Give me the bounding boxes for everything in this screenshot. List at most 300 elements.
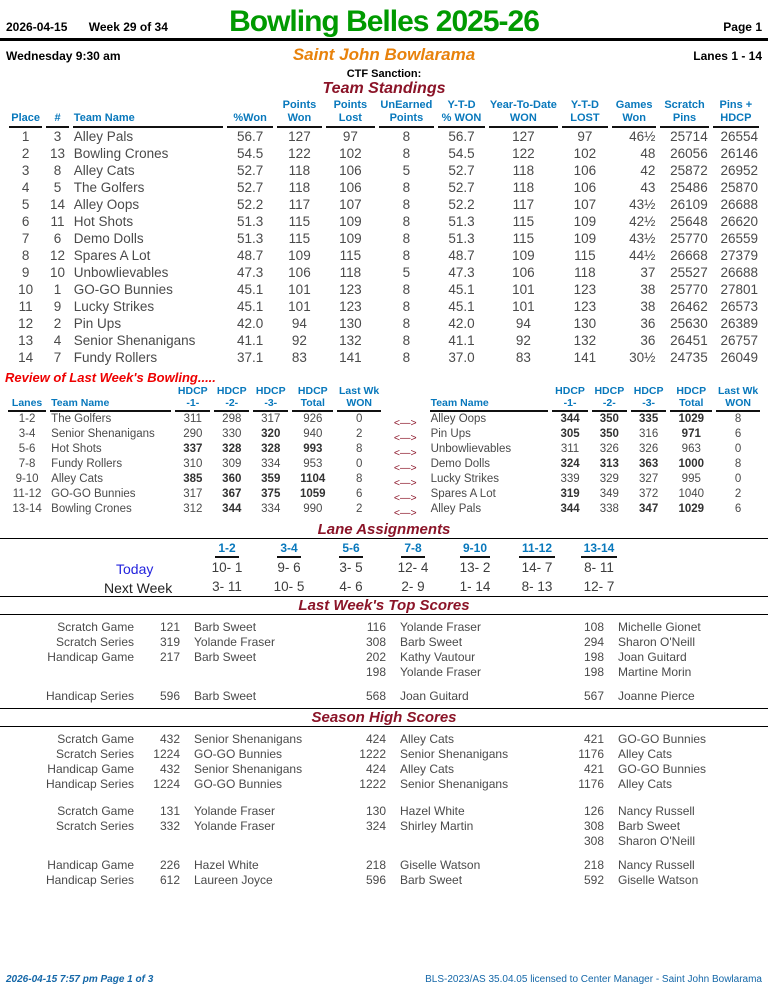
lane-pair-header bbox=[258, 541, 320, 558]
review-header-cell bbox=[631, 385, 666, 412]
lane-pair-header bbox=[444, 541, 506, 558]
lane-pair-header bbox=[382, 541, 444, 558]
standings-cell: 25770 bbox=[670, 281, 708, 297]
review-score-cell: 344 bbox=[560, 503, 580, 516]
standings-cell: 26559 bbox=[720, 230, 758, 246]
score-name: Yolande Fraser bbox=[194, 635, 275, 650]
lane-assignments-title: Lane Assignments bbox=[317, 520, 451, 538]
header-line-1: Last Wk bbox=[339, 384, 380, 397]
standings-cell: 52.7 bbox=[448, 179, 475, 195]
standings-cell: 26573 bbox=[720, 298, 758, 314]
header-line-1: Scratch bbox=[664, 99, 705, 112]
review-header-cell bbox=[430, 385, 549, 412]
standings-cell: 8 bbox=[402, 332, 411, 348]
standings-cell: Pin Ups bbox=[73, 315, 122, 331]
lanes-range: Lanes 1 - 14 bbox=[693, 49, 762, 63]
standings-cell: 115 bbox=[512, 213, 535, 229]
standings-row bbox=[9, 247, 759, 264]
score-name: Senior Shenanigans bbox=[400, 777, 509, 792]
score-name: Barb Sweet bbox=[194, 650, 257, 665]
standings-cell: Bowling Crones bbox=[73, 145, 169, 161]
standings-cell: 117 bbox=[512, 196, 535, 212]
lane-today-cell: 12- 4 bbox=[397, 559, 429, 575]
review-score-cell: 349 bbox=[599, 488, 619, 501]
standings-cell: 26451 bbox=[670, 332, 708, 348]
lane-today-cell: 10- 1 bbox=[211, 559, 243, 575]
review-team-cell: Alley Pals bbox=[430, 503, 482, 516]
score-category-label: Handicap Game bbox=[47, 762, 134, 777]
score-name: Joanne Pierce bbox=[618, 689, 695, 704]
review-score-cell: 993 bbox=[303, 443, 323, 456]
topscore-row bbox=[4, 665, 764, 680]
score-value: 421 bbox=[583, 762, 604, 777]
standings-cell: Demo Dolls bbox=[73, 230, 144, 246]
review-header-cell bbox=[50, 385, 171, 412]
score-name: Alley Cats bbox=[618, 747, 673, 762]
standings-cell: 115 bbox=[339, 247, 362, 263]
header-line-2: WON bbox=[725, 396, 751, 409]
pair-arrow: <—> bbox=[393, 506, 417, 519]
standings-cell: 14 bbox=[50, 196, 66, 212]
standings-cell: 115 bbox=[288, 230, 311, 246]
review-section bbox=[0, 385, 768, 521]
score-name: Sharon O'Neill bbox=[618, 635, 695, 650]
spacer bbox=[0, 796, 768, 804]
standings-cell: Lucky Strikes bbox=[73, 298, 155, 314]
standings-cell: 37.1 bbox=[236, 349, 264, 365]
standings-cell: 54.5 bbox=[448, 145, 475, 161]
standings-cell: 43 bbox=[640, 179, 656, 195]
standings-cell: 107 bbox=[573, 196, 597, 212]
standings-cell: 26462 bbox=[670, 298, 708, 314]
footer-right: BLS-2023/AS 35.04.05 licensed to Center Manager - Saint John Bowlarama bbox=[425, 974, 762, 985]
lane-pair-header bbox=[506, 541, 568, 558]
review-header-cell bbox=[214, 385, 249, 412]
lane-today-cell: 14- 7 bbox=[521, 559, 553, 575]
pair-arrow: <—> bbox=[393, 461, 417, 474]
review-score-cell: 339 bbox=[560, 473, 580, 486]
season-team-row bbox=[4, 777, 764, 792]
standings-cell: 109 bbox=[573, 213, 597, 229]
topscores-title: Last Week's Top Scores bbox=[298, 596, 470, 614]
standings-cell: 48 bbox=[640, 145, 656, 161]
score-name: Barb Sweet bbox=[194, 689, 257, 704]
review-lanes-cell: 1-2 bbox=[18, 413, 36, 426]
review-score-cell: 1059 bbox=[299, 488, 326, 501]
score-name: Michelle Gionet bbox=[618, 620, 701, 635]
standings-cell: 5 bbox=[21, 196, 30, 212]
standings-row bbox=[9, 145, 759, 162]
standings-header-cell bbox=[9, 99, 42, 127]
standings-cell: 4 bbox=[53, 332, 62, 348]
score-category-label: Scratch Series bbox=[55, 819, 134, 834]
pair-arrow: <—> bbox=[393, 476, 417, 489]
header-line-2: Lanes bbox=[11, 396, 43, 409]
score-value: 131 bbox=[159, 804, 180, 819]
standings-cell: 38 bbox=[640, 298, 656, 314]
score-name: GO-GO Bunnies bbox=[618, 732, 707, 747]
standings-cell: 43½ bbox=[629, 230, 656, 246]
standings-cell: 26554 bbox=[720, 128, 758, 144]
topscore-row bbox=[4, 689, 764, 704]
header-line-2: Won bbox=[287, 112, 312, 125]
lane-pair-label: 1-2 bbox=[215, 541, 238, 558]
review-score-cell: 1000 bbox=[678, 458, 705, 471]
score-value: 612 bbox=[159, 873, 180, 888]
review-score-cell: 971 bbox=[681, 428, 701, 441]
score-value: 332 bbox=[159, 819, 180, 834]
score-value: 198 bbox=[583, 650, 604, 665]
score-name: Barb Sweet bbox=[618, 819, 681, 834]
header-line-2: HDCP bbox=[720, 112, 752, 125]
pair-arrow: <—> bbox=[393, 431, 417, 444]
score-name: Barb Sweet bbox=[194, 620, 257, 635]
standings-cell: 118 bbox=[339, 264, 362, 280]
review-lanes-cell: 7-8 bbox=[18, 458, 36, 471]
standings-cell: 10 bbox=[50, 264, 66, 280]
header-line-1: UnEarned bbox=[380, 99, 433, 112]
review-score-cell: 312 bbox=[183, 503, 203, 516]
standings-row bbox=[9, 230, 759, 247]
lane-grid bbox=[104, 541, 664, 596]
review-score-cell: 350 bbox=[599, 413, 619, 426]
score-value: 226 bbox=[159, 858, 180, 873]
standings-cell: 141 bbox=[339, 349, 362, 365]
header-line-2: %Won bbox=[233, 112, 267, 125]
report-title: Bowling Belles 2025-26 bbox=[229, 5, 539, 38]
review-row bbox=[430, 487, 760, 502]
review-won-cell: 6 bbox=[734, 428, 742, 441]
review-score-cell: 367 bbox=[222, 488, 242, 501]
lane-pair-label: 5-6 bbox=[339, 541, 362, 558]
review-score-cell: 326 bbox=[639, 443, 659, 456]
standings-row bbox=[9, 298, 759, 315]
score-name: Shirley Martin bbox=[400, 819, 474, 834]
header-line-2: Place bbox=[11, 112, 41, 125]
review-team-cell: Demo Dolls bbox=[430, 458, 491, 471]
standings-cell: 107 bbox=[339, 196, 362, 212]
standings-cell: 8 bbox=[402, 281, 411, 297]
standings-cell: 94 bbox=[515, 315, 531, 331]
header-line-1: Points bbox=[333, 99, 368, 112]
score-name: Barb Sweet bbox=[400, 635, 463, 650]
score-category-label: Scratch Series bbox=[55, 747, 134, 762]
standings-cell: 97 bbox=[342, 128, 358, 144]
standings-header-cell bbox=[326, 99, 375, 127]
header-line-1: HDCP bbox=[555, 384, 585, 397]
score-value: 596 bbox=[159, 689, 180, 704]
score-name: Alley Cats bbox=[618, 777, 673, 792]
review-score-cell: 926 bbox=[303, 413, 323, 426]
standings-cell: 25872 bbox=[670, 162, 708, 178]
standings-cell: 132 bbox=[573, 332, 597, 348]
header-line-2: Team Name bbox=[73, 112, 135, 125]
score-value: 198 bbox=[583, 665, 604, 680]
standings-cell: 102 bbox=[339, 145, 362, 161]
score-value: 319 bbox=[159, 635, 180, 650]
standings-cell: 8 bbox=[402, 179, 411, 195]
standings-cell: 130 bbox=[339, 315, 362, 331]
last-week-top-scores bbox=[0, 615, 768, 708]
score-category-label: Handicap Series bbox=[45, 689, 134, 704]
review-score-cell: 320 bbox=[261, 428, 281, 441]
score-name: Joan Guitard bbox=[400, 689, 469, 704]
standings-row bbox=[9, 332, 759, 349]
standings-row bbox=[9, 315, 759, 332]
standings-cell: 54.5 bbox=[236, 145, 264, 161]
standings-cell: 52.2 bbox=[448, 196, 475, 212]
standings-cell: 94 bbox=[291, 315, 307, 331]
season-title: Season High Scores bbox=[311, 709, 457, 727]
standings-cell: 117 bbox=[288, 196, 311, 212]
review-team-cell: GO-GO Bunnies bbox=[51, 488, 136, 501]
standings-cell: 56.7 bbox=[448, 128, 475, 144]
header-line-1: HDCP bbox=[594, 384, 625, 397]
standings-cell: 6 bbox=[21, 213, 30, 229]
standings-cell: 25770 bbox=[670, 230, 708, 246]
review-score-cell: 359 bbox=[261, 473, 281, 486]
score-name: Alley Cats bbox=[400, 762, 455, 777]
header-line-1: Y-T-D bbox=[570, 99, 599, 112]
season-team-row bbox=[4, 747, 764, 762]
review-header-cell bbox=[175, 385, 210, 412]
review-header-cell bbox=[292, 385, 333, 412]
standings-cell: 26109 bbox=[670, 196, 708, 212]
standings-header-cell bbox=[612, 99, 656, 127]
standings-cell: 118 bbox=[512, 162, 535, 178]
standings-cell: 8 bbox=[402, 145, 411, 161]
score-name: Yolande Fraser bbox=[194, 804, 275, 819]
review-won-cell: 8 bbox=[734, 413, 742, 426]
score-name: GO-GO Bunnies bbox=[194, 777, 283, 792]
standings-cell: 83 bbox=[291, 349, 307, 365]
standings-row bbox=[9, 349, 759, 366]
score-name: Yolande Fraser bbox=[194, 819, 275, 834]
standings-cell: 26688 bbox=[720, 196, 758, 212]
season-individual-row bbox=[4, 834, 764, 849]
standings-cell: 13 bbox=[50, 145, 66, 161]
standings-cell: 9 bbox=[53, 298, 62, 314]
score-value: 324 bbox=[365, 819, 386, 834]
header-line-2: WON bbox=[346, 396, 372, 409]
score-value: 294 bbox=[583, 635, 604, 650]
standings-cell: 106 bbox=[339, 162, 362, 178]
standings-cell: 36 bbox=[640, 315, 656, 331]
topscore-row bbox=[4, 650, 764, 665]
review-score-cell: 319 bbox=[560, 488, 580, 501]
review-won-cell: 2 bbox=[355, 428, 363, 441]
score-name: Nancy Russell bbox=[618, 858, 695, 873]
divider bbox=[0, 538, 768, 539]
standings-cell: 3 bbox=[21, 162, 30, 178]
review-score-cell: 324 bbox=[560, 458, 580, 471]
review-score-cell: 990 bbox=[303, 503, 323, 516]
standings-cell: 5 bbox=[402, 264, 411, 280]
season-individual-row bbox=[4, 858, 764, 873]
score-value: 202 bbox=[365, 650, 386, 665]
score-value: 567 bbox=[583, 689, 604, 704]
standings-cell: 8 bbox=[402, 349, 411, 365]
review-won-cell: 0 bbox=[734, 473, 742, 486]
standings-cell: 38 bbox=[640, 281, 656, 297]
score-value: 121 bbox=[159, 620, 180, 635]
season-team-row bbox=[4, 732, 764, 747]
standings-cell: Alley Cats bbox=[73, 162, 135, 178]
review-score-cell: 311 bbox=[183, 413, 202, 426]
standings-cell: 51.3 bbox=[448, 230, 475, 246]
score-category-label: Handicap Game bbox=[47, 858, 134, 873]
review-row bbox=[430, 442, 760, 457]
standings-cell: 51.3 bbox=[236, 230, 264, 246]
standings-cell: 45.1 bbox=[448, 281, 475, 297]
standings-cell: 26668 bbox=[670, 247, 708, 263]
standings-cell: 123 bbox=[339, 298, 362, 314]
header-line-1: HDCP bbox=[676, 384, 707, 397]
lane-today-cell: 13- 2 bbox=[459, 559, 491, 575]
review-won-cell: 8 bbox=[355, 473, 363, 486]
standings-cell: 10 bbox=[18, 281, 34, 297]
pair-arrow: <—> bbox=[393, 491, 417, 504]
standings-cell: 118 bbox=[288, 179, 311, 195]
standings-cell: 25648 bbox=[670, 213, 708, 229]
standings-cell: 118 bbox=[574, 264, 596, 280]
score-name: GO-GO Bunnies bbox=[194, 747, 283, 762]
report-header bbox=[0, 0, 768, 80]
header-line-1: HDCP bbox=[255, 384, 286, 397]
review-team-cell: Spares A Lot bbox=[430, 488, 496, 501]
review-score-cell: 1029 bbox=[678, 413, 705, 426]
score-name: Giselle Watson bbox=[618, 873, 699, 888]
score-category-label: Handicap Game bbox=[47, 650, 134, 665]
header-line-2: -2- bbox=[225, 396, 239, 409]
review-row bbox=[8, 487, 381, 502]
standings-cell: 102 bbox=[573, 145, 597, 161]
standings-cell: 115 bbox=[574, 247, 596, 263]
review-score-cell: 327 bbox=[639, 473, 659, 486]
standings-cell: 106 bbox=[288, 264, 311, 280]
lane-pair-label: 11-12 bbox=[519, 541, 555, 558]
score-name: Sharon O'Neill bbox=[618, 834, 695, 849]
review-score-cell: 338 bbox=[599, 503, 619, 516]
lane-next-cell: 1- 14 bbox=[459, 578, 491, 594]
standings-header-cell bbox=[379, 99, 435, 127]
score-value: 308 bbox=[583, 819, 604, 834]
standings-cell: 43½ bbox=[629, 196, 656, 212]
review-row bbox=[8, 412, 381, 427]
standings-cell: 26056 bbox=[670, 145, 708, 161]
header-line-2: # bbox=[54, 112, 61, 125]
standings-cell: 37.0 bbox=[448, 349, 475, 365]
review-score-cell: 328 bbox=[261, 443, 281, 456]
review-team-cell: Alley Oops bbox=[430, 413, 487, 426]
standings-cell: 48.7 bbox=[448, 247, 475, 263]
review-score-cell: 334 bbox=[261, 503, 281, 516]
review-title: Review of Last Week's Bowling..... bbox=[5, 369, 216, 385]
lane-assignments bbox=[104, 541, 664, 596]
standings-cell: 130 bbox=[573, 315, 597, 331]
score-category-label: Scratch Game bbox=[57, 620, 134, 635]
standings-cell: Spares A Lot bbox=[73, 247, 151, 263]
standings-cell: 101 bbox=[288, 298, 311, 314]
standings-header-cell bbox=[73, 99, 224, 127]
standings-cell: 25630 bbox=[670, 315, 708, 331]
standings-cell: Senior Shenanigans bbox=[73, 332, 196, 348]
score-value: 308 bbox=[583, 834, 604, 849]
review-lanes-cell: 5-6 bbox=[18, 443, 36, 456]
review-score-cell: 326 bbox=[599, 443, 619, 456]
standings-cell: 12 bbox=[18, 315, 34, 331]
standings-cell: The Golfers bbox=[73, 179, 145, 195]
standings-cell: 97 bbox=[577, 128, 593, 144]
score-name: Senior Shenanigans bbox=[400, 747, 509, 762]
standings-cell: 2 bbox=[53, 315, 62, 331]
review-score-cell: 311 bbox=[560, 443, 580, 456]
standings-cell: 8 bbox=[402, 213, 411, 229]
score-name: Martine Morin bbox=[618, 665, 692, 680]
review-team-cell: Alley Cats bbox=[51, 473, 103, 486]
lane-next-cell: 10- 5 bbox=[273, 578, 305, 594]
standings-row bbox=[9, 264, 759, 281]
standings-cell: 25714 bbox=[670, 128, 708, 144]
report-date: 2026-04-15 bbox=[6, 20, 68, 34]
standings-cell: 37 bbox=[640, 264, 656, 280]
standings-cell: 24735 bbox=[670, 349, 708, 365]
review-score-cell: 334 bbox=[261, 458, 281, 471]
review-row bbox=[430, 412, 760, 427]
review-row bbox=[8, 472, 381, 487]
score-value: 432 bbox=[159, 762, 180, 777]
standings-cell: 4 bbox=[21, 179, 30, 195]
review-score-cell: 313 bbox=[599, 458, 619, 471]
review-row bbox=[8, 502, 381, 517]
review-won-cell: 8 bbox=[734, 458, 742, 471]
standings-cell: 8 bbox=[53, 162, 62, 178]
header-line-2: -3- bbox=[264, 396, 278, 409]
lane-pair-label: 7-8 bbox=[401, 541, 424, 558]
header-line-1: Y-T-D bbox=[447, 99, 476, 112]
page-number: Page 1 bbox=[723, 20, 762, 34]
standings-cell: 7 bbox=[53, 349, 62, 365]
review-score-cell: 363 bbox=[639, 458, 659, 471]
standings-cell: 56.7 bbox=[236, 128, 264, 144]
review-team-cell: The Golfers bbox=[51, 413, 112, 426]
standings-cell: 42.0 bbox=[448, 315, 475, 331]
standings-cell: 109 bbox=[339, 213, 362, 229]
standings-cell: 83 bbox=[515, 349, 531, 365]
score-name: Nancy Russell bbox=[618, 804, 695, 819]
header-line-1: Year-To-Date bbox=[489, 99, 557, 112]
review-lanes-cell: 11-12 bbox=[12, 488, 42, 501]
pair-arrow: <—> bbox=[393, 446, 417, 459]
standings-cell: 27379 bbox=[720, 247, 758, 263]
standings-cell: Alley Oops bbox=[73, 196, 140, 212]
score-name: Hazel White bbox=[400, 804, 465, 819]
standings-cell: 122 bbox=[288, 145, 311, 161]
review-score-cell: 344 bbox=[222, 503, 242, 516]
standings-cell: 26620 bbox=[720, 213, 758, 229]
review-row bbox=[8, 427, 381, 442]
standings-cell: 106 bbox=[573, 162, 597, 178]
review-won-cell: 0 bbox=[355, 413, 363, 426]
next-week-label: Next Week bbox=[104, 579, 173, 596]
score-name: Giselle Watson bbox=[400, 858, 481, 873]
standings-row bbox=[9, 179, 759, 196]
lane-pair-header bbox=[320, 541, 382, 558]
standings-header-cell bbox=[489, 99, 558, 127]
review-won-cell: 2 bbox=[734, 488, 742, 501]
review-won-cell: 0 bbox=[734, 443, 742, 456]
review-header-row bbox=[430, 385, 760, 412]
